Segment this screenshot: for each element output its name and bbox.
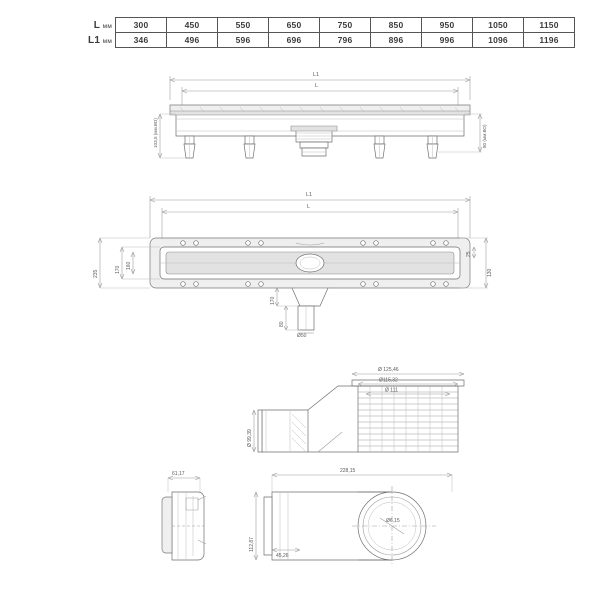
svg-text:170: 170 — [270, 296, 276, 305]
view-plan — [93, 196, 493, 339]
table-cell: 996 — [422, 33, 473, 48]
svg-text:112,87: 112,87 — [249, 537, 255, 552]
svg-text:Ø50: Ø50 — [297, 333, 307, 339]
svg-text:Ø 111: Ø 111 — [385, 387, 398, 394]
svg-text:Ø 99,39: Ø 99,39 — [247, 429, 253, 447]
dim-label-L-plan: L — [307, 204, 311, 210]
table-cell: 950 — [422, 18, 473, 33]
table-cell: 300 — [116, 18, 167, 33]
svg-text:80 (мм.ВО): 80 (мм.ВО) — [482, 124, 487, 148]
table-cell: 550 — [218, 18, 269, 33]
svg-text:130: 130 — [487, 268, 493, 277]
table-cell: 1196 — [524, 33, 575, 48]
svg-text:Ø 125,46: Ø 125,46 — [378, 367, 399, 373]
view-elevation — [153, 76, 487, 158]
table-cell: 650 — [269, 18, 320, 33]
dim-label-L1-top: L1 — [313, 72, 320, 78]
leg — [184, 136, 195, 158]
svg-text:Ø115,32: Ø115,32 — [379, 377, 398, 384]
view-section — [247, 367, 464, 452]
row-label-L: L мм — [68, 18, 116, 33]
leg — [244, 136, 255, 158]
table-cell: 346 — [116, 33, 167, 48]
row-label-L1: L1 мм — [68, 33, 116, 48]
table-cell: 896 — [371, 33, 422, 48]
svg-text:45,26: 45,26 — [276, 553, 289, 559]
leg — [374, 136, 385, 158]
dim-label-L1-plan: L1 — [306, 192, 313, 198]
svg-text:235: 235 — [93, 269, 99, 278]
table-cell: 1150 — [524, 18, 575, 33]
view-front — [249, 468, 452, 566]
svg-text:103,5 (мм.ВО): 103,5 (мм.ВО) — [153, 118, 158, 148]
table-cell: 1050 — [473, 18, 524, 33]
svg-text:228,15: 228,15 — [340, 468, 356, 474]
svg-text:Ø6,15: Ø6,15 — [386, 518, 400, 524]
svg-text:160: 160 — [126, 261, 132, 270]
view-side — [162, 471, 206, 560]
table-cell: 796 — [320, 33, 371, 48]
table-cell: 496 — [167, 33, 218, 48]
table-cell: 696 — [269, 33, 320, 48]
table-cell: 850 — [371, 18, 422, 33]
table-cell: 450 — [167, 18, 218, 33]
svg-text:170: 170 — [115, 265, 121, 274]
leg — [427, 136, 438, 158]
svg-text:80: 80 — [279, 321, 285, 327]
table-cell: 1096 — [473, 33, 524, 48]
table-cell: 596 — [218, 33, 269, 48]
svg-text:61,17: 61,17 — [172, 471, 185, 477]
table-cell: 750 — [320, 18, 371, 33]
svg-text:25: 25 — [466, 251, 472, 257]
dim-label-L-top: L — [315, 83, 319, 89]
